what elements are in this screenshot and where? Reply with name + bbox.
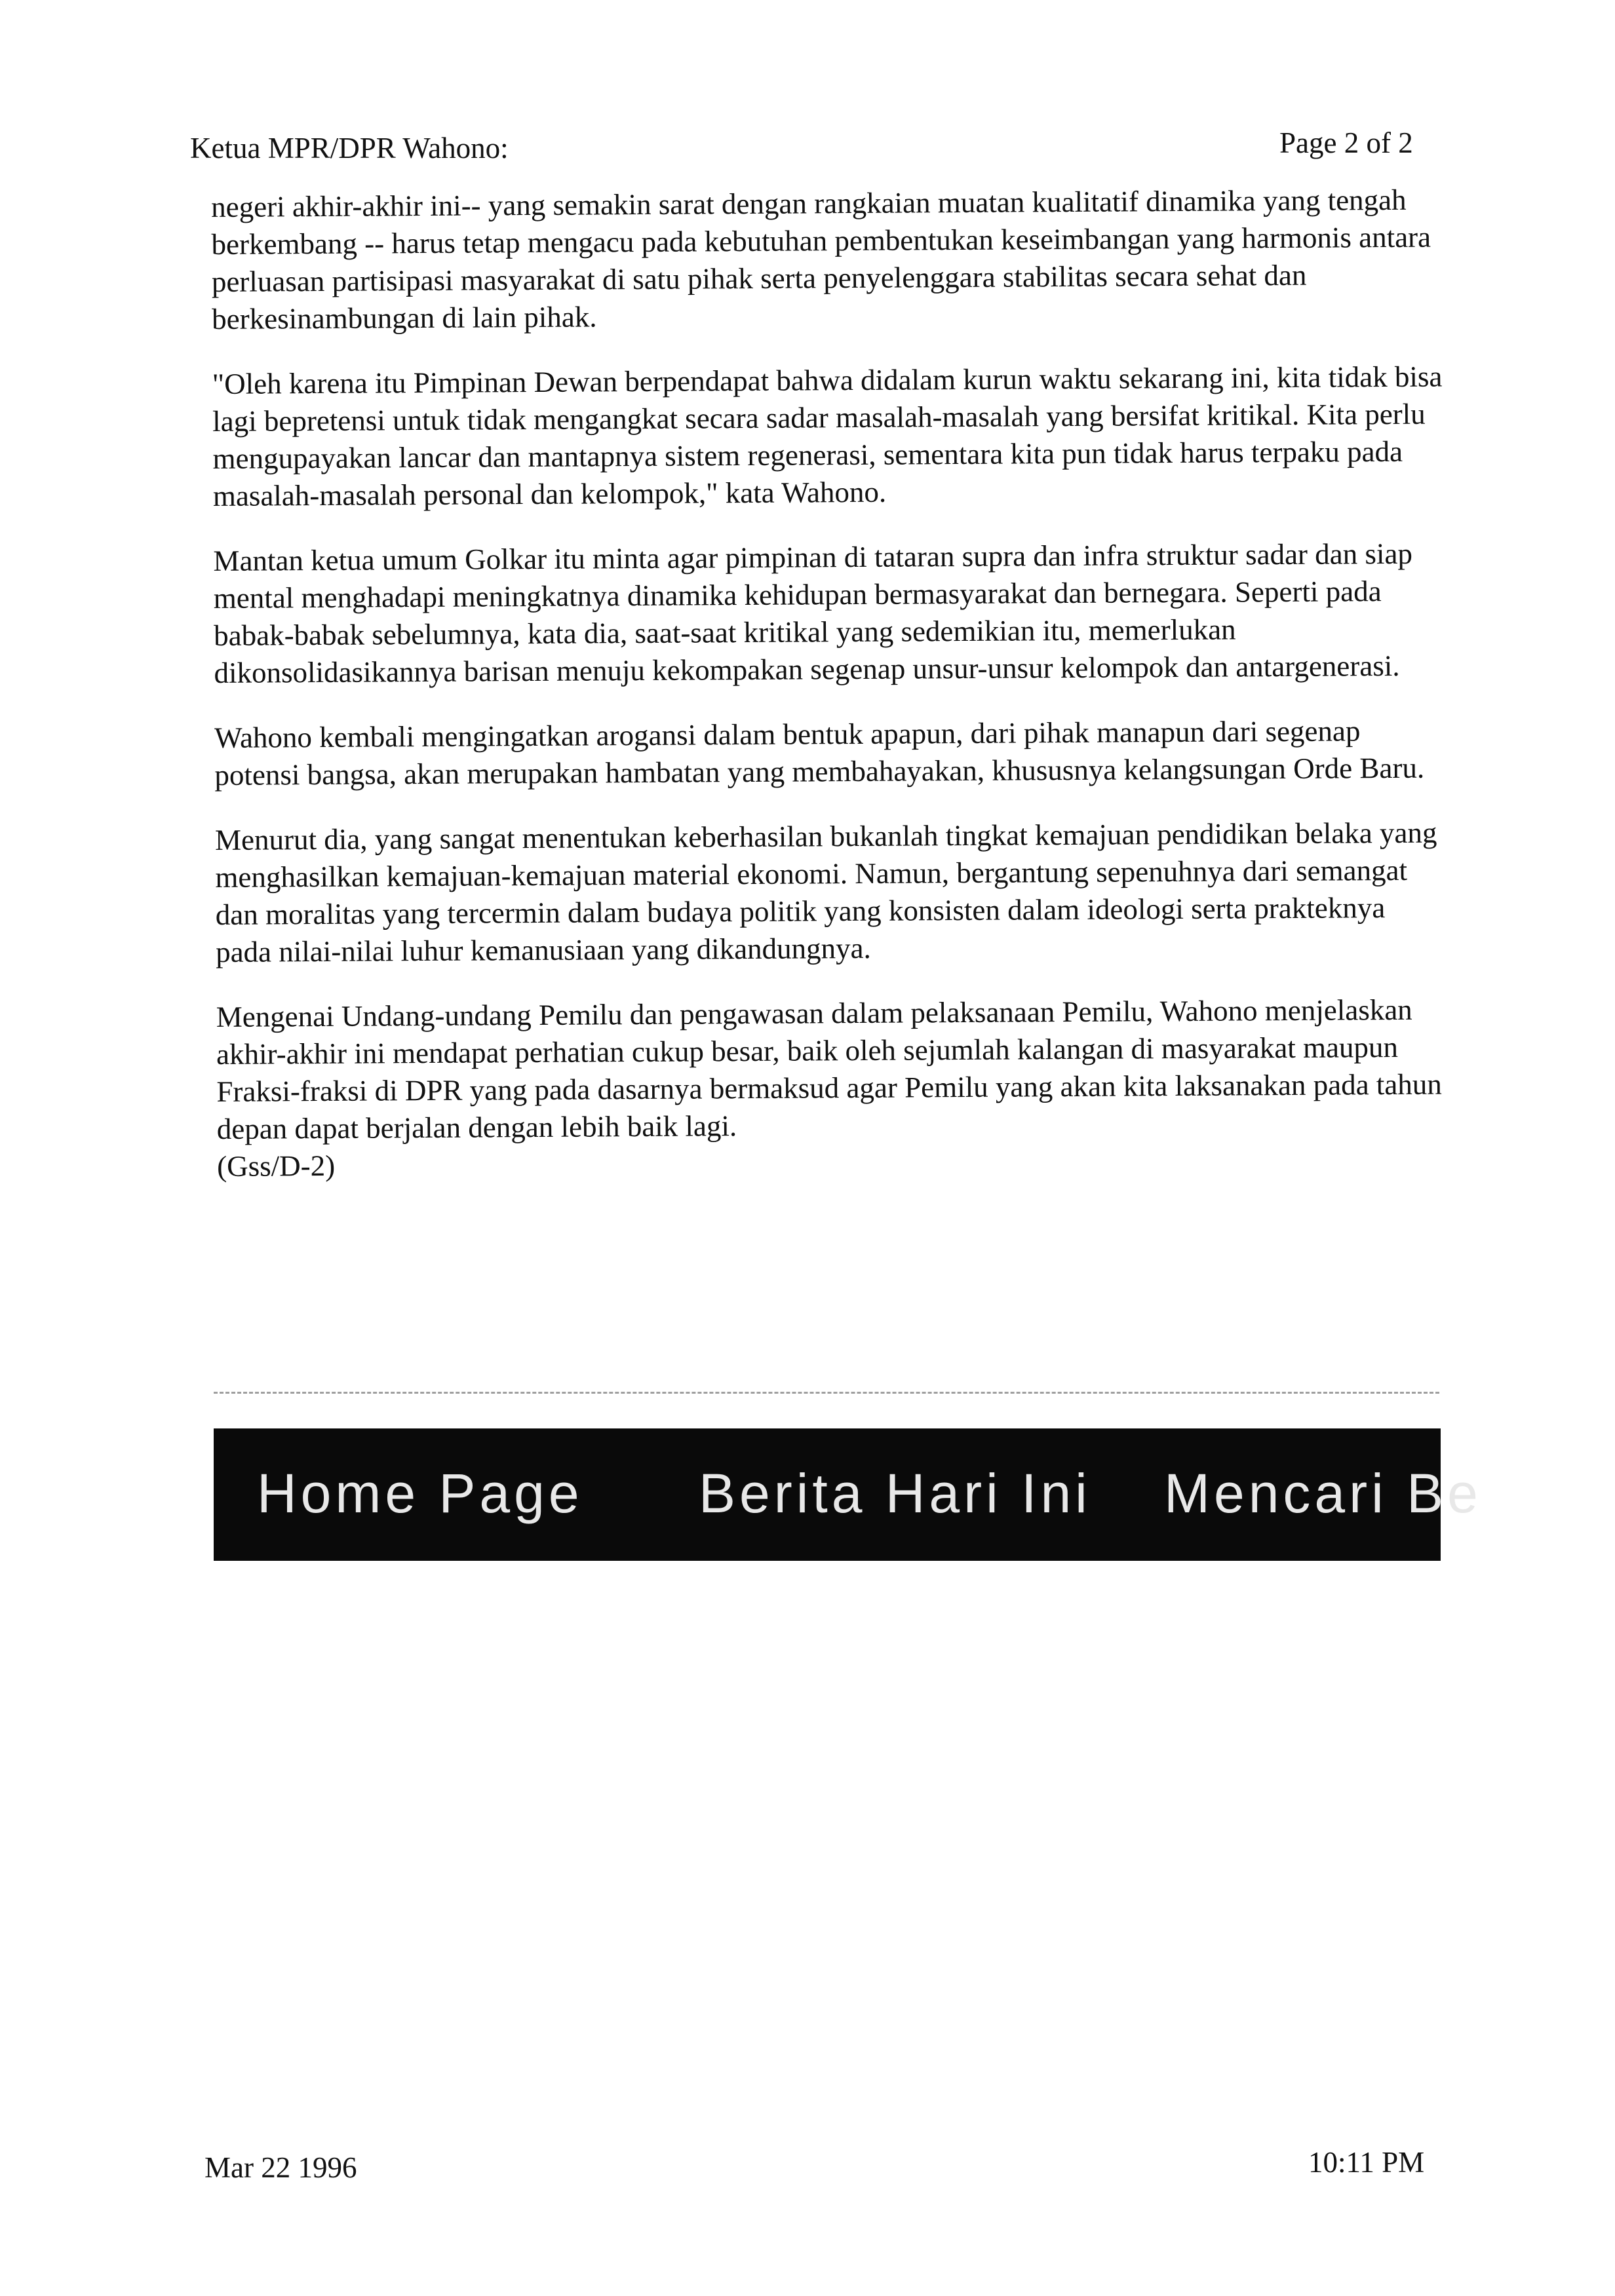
article-body xyxy=(211,182,1449,1185)
page-number: Page 2 of 2 xyxy=(1279,126,1413,159)
nav-bar xyxy=(214,1428,1482,1561)
nav-link-home-page[interactable]: Home Page xyxy=(257,1463,583,1524)
source-tag: (Gss/D-2) xyxy=(216,1149,336,1183)
article-paragraph xyxy=(216,991,1450,1185)
footer-time: 10:11 PM xyxy=(1308,2146,1425,2179)
nav-link-berita-hari-ini[interactable]: Berita Hari Ini xyxy=(699,1463,1091,1524)
article-paragraph: Mantan ketua umum Golkar itu minta agar pimpinan di tataran supra dan infra struktur sadar dan siap mental menghadapi meningkatnya dinamika kehidupan bermasyarakat dan bernegara. Seperti pada babak-babak sebelumnya, kata dia, saat-saat kritikal yang sedemikian itu, memerlukan dikonsolidasikannya barisan menuju kekompakan segenap unsur-unsur kelompok dan antargenerasi. xyxy=(213,537,1413,689)
article-paragraph: negeri akhir-akhir ini-- yang semakin sarat dengan rangkaian muatan kualitatif dinamika yang tengah berkembang -- harus tetap mengacu pada kebutuhan pembentukan keseimbangan yang harmonis antara perluasan partisipasi masyarakat di satu pihak serta penyelenggara stabilitas secara sehat dan berkesinambungan di lain pihak. xyxy=(211,183,1431,335)
article-paragraph: Menurut dia, yang sangat menentukan keberhasilan bukanlah tingkat kemajuan pendidikan belaka yang menghasilkan kemajuan-kemajuan material ekonomi. Namun, bergantung sepenuhnya dari semangat dan moralitas yang tercermin dalam budaya politik yang konsisten dalam ideologi serta prakteknya pada nilai-nilai luhur kemanusiaan yang dikandungnya. xyxy=(214,816,1437,968)
article-paragraph: Wahono kembali mengingatkan arogansi dalam bentuk apapun, dari pihak manapun dari segenap potensi bangsa, akan merupakan hambatan yang membahayakan, khususnya kelangsungan Orde Baru. xyxy=(214,714,1425,792)
footer-date: Mar 22 1996 xyxy=(204,2151,357,2184)
article-last-paragraph-text: Mengenai Undang-undang Pemilu dan pengawasan dalam pelaksanaan Pemilu, Wahono menjelaskan akhir-akhir ini mendapat perhatian cukup besar, baik oleh sejumlah kalangan di masyarakat maupun Fraksi-fraksi di DPR yang pada dasarnya bermaksud agar Pemilu yang akan kita laksanakan pada tahun depan dapat berjalan dengan lebih baik lagi. xyxy=(216,993,1442,1145)
page-header-title: Ketua MPR/DPR Wahono: xyxy=(190,132,509,164)
divider xyxy=(214,1392,1439,1394)
article-paragraph: "Oleh karena itu Pimpinan Dewan berpendapat bahwa didalam kurun waktu sekarang ini, kita tidak bisa lagi bepretensi untuk tidak mengangkat secara sadar masalah-masalah yang bersifat kritikal. Kita perlu mengupayakan lancar dan mantapnya sistem regenerasi, sementara kita pun tidak harus terpaku pada masalah-masalah personal dan kelompok," kata Wahono. xyxy=(212,360,1443,512)
nav-link-mencari[interactable]: Mencari Be xyxy=(1164,1463,1482,1524)
